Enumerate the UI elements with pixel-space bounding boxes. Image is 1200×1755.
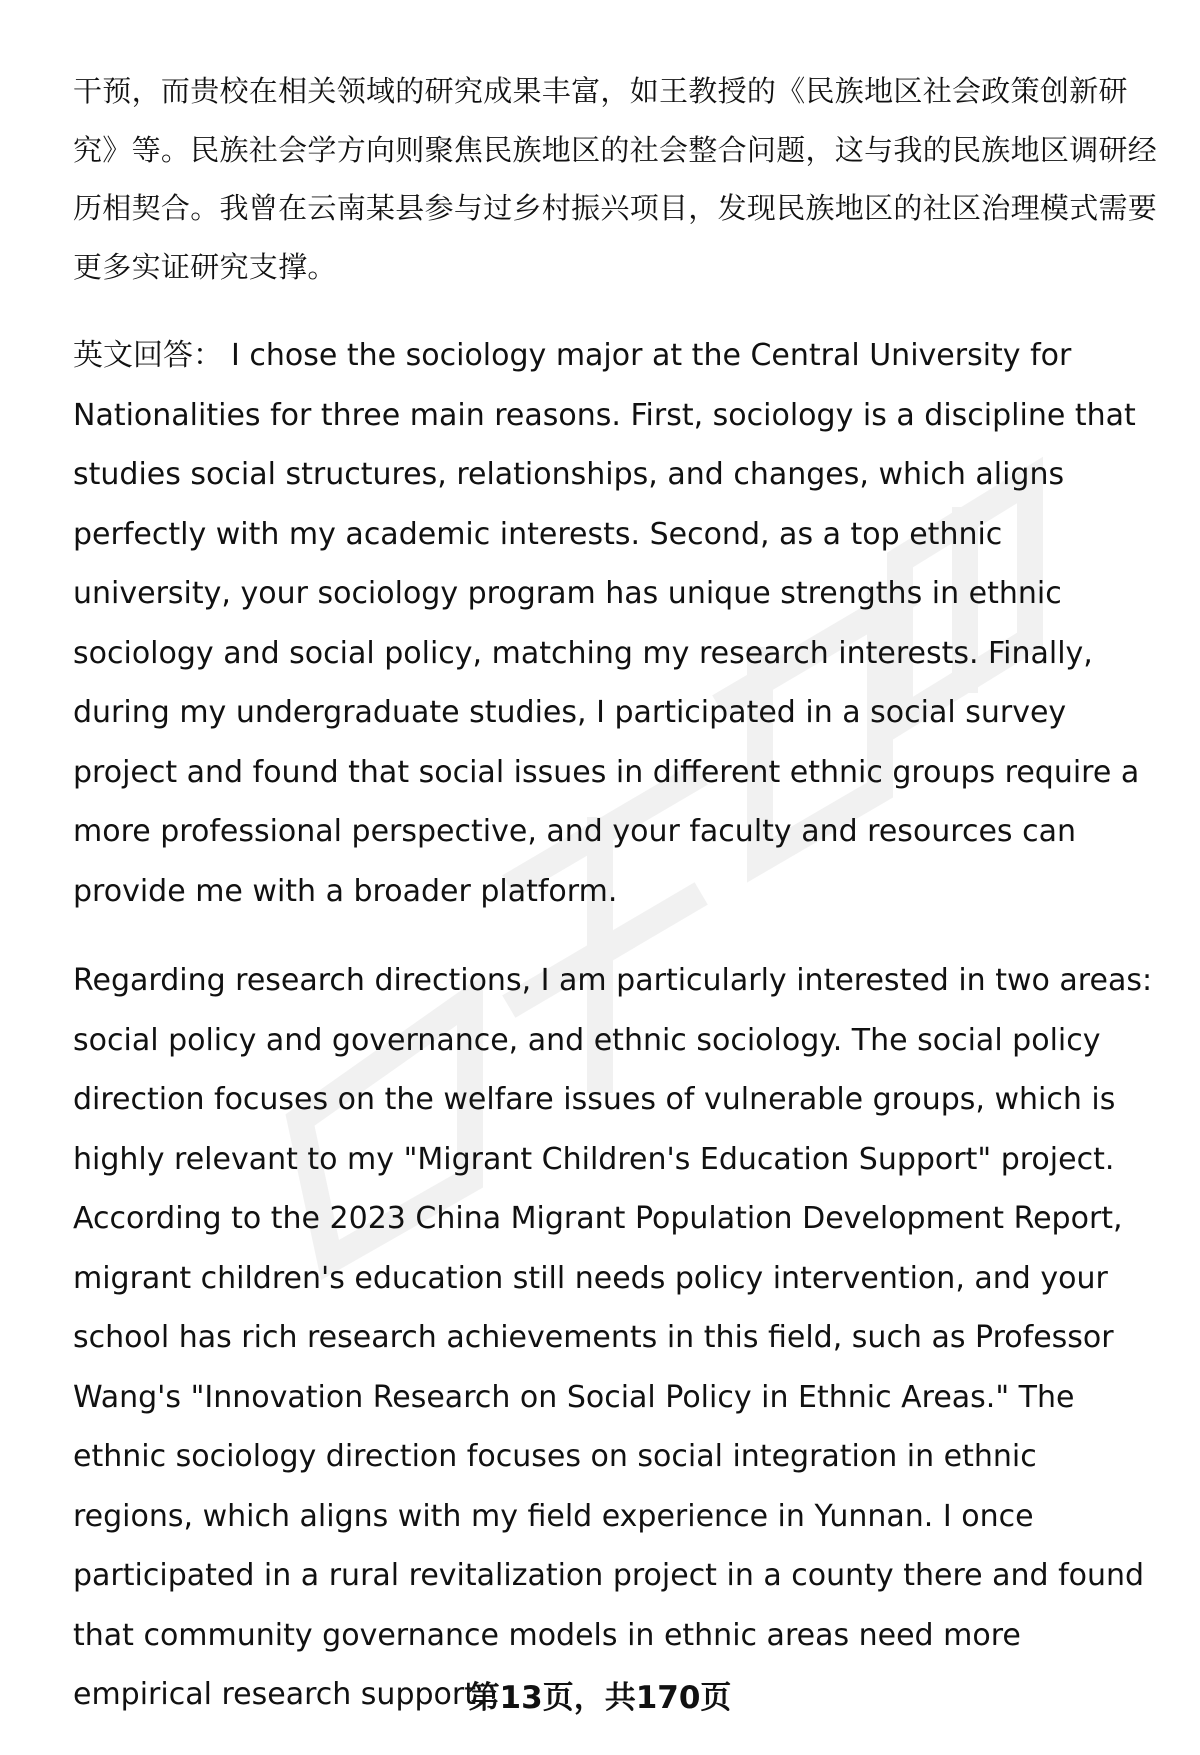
document-body xyxy=(73,62,1163,1725)
paragraph-english-answer xyxy=(73,326,1163,921)
english-answer-text: I chose the sociology major at the Central University for Nationalities for three main reasons. First, sociology is a discipline that studies social structures, relationships, and changes, which aligns perfectly with my academic interests. Second, as a top ethnic university, your sociology program has unique strengths in ethnic sociology and social policy, matching my research interests. Finally, during my undergraduate studies, I participated in a social survey project and found that social issues in different ethnic groups require a more professional perspective, and your faculty and resources can provide me with a broader platform. xyxy=(73,338,1140,909)
paragraph-research-directions: Regarding research directions, I am particularly interested in two areas: social policy and governance, and ethnic sociology. The social policy direction focuses on the welfare issues of vulnerable groups, which is highly relevant to my "Migrant Children's Education Support" project. According to the 2023 China Migrant Population Development Report, migrant children's education still needs policy intervention, and your school has rich research achievements in this field, such as Professor Wang's "Innovation Research on Social Policy in Ethnic Areas." The ethnic sociology direction focuses on social integration in ethnic regions, which aligns with my field experience in Yunnan. I once participated in a rural revitalization project in a county there and found that community governance models in ethnic areas need more empirical research support. xyxy=(73,963,1153,1712)
english-answer-label: 英文回答： xyxy=(73,338,223,373)
page-indicator: 第13页，共170页 xyxy=(468,1680,732,1716)
paragraph-chinese-continuation: 干预，而贵校在相关领域的研究成果丰富，如王教授的《民族地区社会政策创新研究》等。民族社会学方向则聚焦民族地区的社会整合问题，这与我的民族地区调研经历相契合。我曾在云南某县参与过乡村振兴项目，发现民族地区的社区治理模式需要更多实证研究支撑。 xyxy=(73,74,1158,284)
